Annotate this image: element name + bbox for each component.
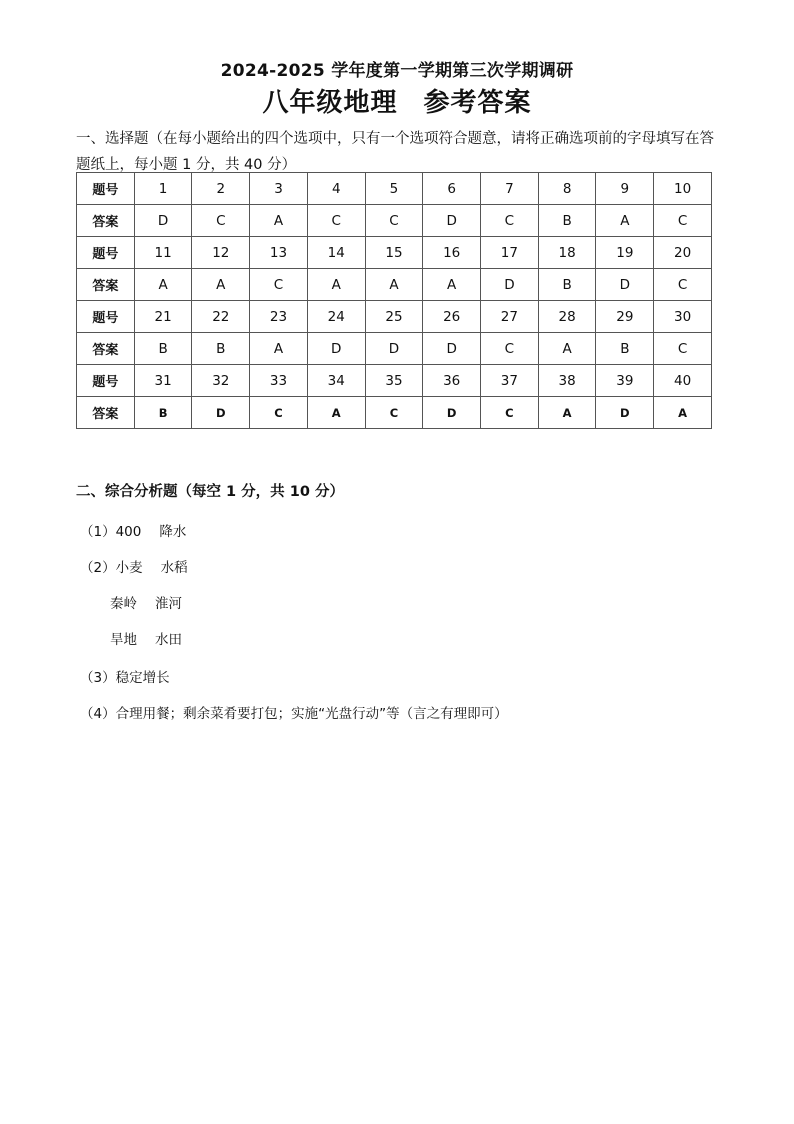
question-number-cell: 9	[596, 173, 654, 205]
answer-line-3	[110, 592, 182, 612]
answer-cell: B	[596, 333, 654, 365]
question-number-cell: 25	[365, 301, 423, 333]
question-number-cell: 6	[423, 173, 481, 205]
answer-cell: A	[192, 269, 250, 301]
question-number-cell: 23	[250, 301, 308, 333]
answer-cell: D	[423, 333, 481, 365]
question-number-cell: 1	[134, 173, 192, 205]
answer-cell: C	[250, 397, 308, 429]
question-number-cell: 15	[365, 237, 423, 269]
answer-line-5	[80, 666, 170, 686]
question-number-cell: 31	[134, 365, 192, 397]
question-number-cell: 24	[307, 301, 365, 333]
answer-cell: D	[596, 269, 654, 301]
question-number-cell: 2	[192, 173, 250, 205]
answer-label: （1）	[80, 524, 116, 540]
answer-cell: A	[538, 397, 596, 429]
row-label-question: 题号	[77, 237, 135, 269]
question-number-cell: 3	[250, 173, 308, 205]
answer-cell: A	[538, 333, 596, 365]
answer-label: （2）	[80, 560, 116, 576]
question-number-cell: 10	[654, 173, 712, 205]
question-number-cell: 28	[538, 301, 596, 333]
answer-cell: A	[654, 397, 712, 429]
question-number-cell: 20	[654, 237, 712, 269]
answer-line-2	[80, 556, 188, 576]
answer-part-a: 秦岭	[110, 596, 137, 612]
answer-part-b: 水田	[155, 632, 182, 648]
answer-label: （4）	[80, 706, 116, 722]
row-label-answer: 答案	[77, 269, 135, 301]
question-number-row	[77, 301, 712, 333]
answer-title-sub: 参考答案	[423, 88, 532, 118]
question-number-cell: 18	[538, 237, 596, 269]
answer-cell: D	[423, 397, 481, 429]
question-number-cell: 33	[250, 365, 308, 397]
answer-cell: D	[192, 397, 250, 429]
answer-cell: D	[134, 205, 192, 237]
answer-cell: B	[134, 333, 192, 365]
answer-cell: C	[365, 397, 423, 429]
answer-cell: A	[250, 333, 308, 365]
question-number-cell: 26	[423, 301, 481, 333]
question-number-cell: 34	[307, 365, 365, 397]
answer-part-a: 400	[115, 524, 142, 540]
answer-line-4	[110, 628, 182, 648]
answer-part-a: 合理用餐；剩余菜肴要打包；实施“光盘行动”等（言之有理即可）	[115, 706, 508, 722]
answer-cell: D	[365, 333, 423, 365]
question-number-cell: 40	[654, 365, 712, 397]
answer-title	[0, 82, 794, 119]
question-number-cell: 29	[596, 301, 654, 333]
answer-row	[77, 397, 712, 429]
answer-cell: C	[250, 269, 308, 301]
row-label-answer: 答案	[77, 397, 135, 429]
exam-title: 2024-2025 学年度第一学期第三次学期调研	[220, 61, 574, 81]
question-number-cell: 35	[365, 365, 423, 397]
question-number-cell: 19	[596, 237, 654, 269]
answer-cell: A	[307, 397, 365, 429]
question-number-cell: 8	[538, 173, 596, 205]
answer-part-b: 水稻	[160, 560, 188, 576]
question-number-cell: 4	[307, 173, 365, 205]
answer-cell: C	[654, 205, 712, 237]
answer-cell: C	[481, 333, 539, 365]
row-label-question: 题号	[77, 365, 135, 397]
answer-line-1	[80, 520, 186, 540]
answer-cell: C	[654, 333, 712, 365]
question-number-cell: 17	[481, 237, 539, 269]
question-number-row	[77, 173, 712, 205]
answer-cell: B	[538, 205, 596, 237]
row-label-question: 题号	[77, 173, 135, 205]
answer-cell: B	[538, 269, 596, 301]
answer-cell: A	[307, 269, 365, 301]
question-number-cell: 36	[423, 365, 481, 397]
answer-part-b: 降水	[159, 524, 187, 540]
question-number-cell: 12	[192, 237, 250, 269]
answer-cell: C	[481, 397, 539, 429]
answer-row	[77, 333, 712, 365]
question-number-cell: 7	[481, 173, 539, 205]
question-number-row	[77, 365, 712, 397]
answer-part-b: 淮河	[155, 596, 182, 612]
answer-table	[76, 172, 712, 429]
question-number-cell: 37	[481, 365, 539, 397]
question-number-cell: 16	[423, 237, 481, 269]
answer-row	[77, 205, 712, 237]
answer-label: （3）	[80, 670, 116, 686]
answer-title-subject: 八年级地理	[262, 88, 398, 118]
answer-row	[77, 269, 712, 301]
answer-cell: D	[423, 205, 481, 237]
answer-cell: B	[134, 397, 192, 429]
row-label-answer: 答案	[77, 205, 135, 237]
question-number-row	[77, 237, 712, 269]
answer-cell: A	[365, 269, 423, 301]
answer-cell: B	[192, 333, 250, 365]
answer-cell: C	[365, 205, 423, 237]
answer-cell: C	[192, 205, 250, 237]
answer-line-6	[80, 702, 508, 722]
question-number-cell: 30	[654, 301, 712, 333]
answer-part-a: 小麦	[115, 560, 143, 576]
section2-heading: 二、综合分析题（每空 1 分，共 10 分）	[76, 484, 344, 500]
answer-cell: D	[596, 397, 654, 429]
question-number-cell: 32	[192, 365, 250, 397]
answer-cell: C	[307, 205, 365, 237]
answer-cell: C	[654, 269, 712, 301]
question-number-cell: 39	[596, 365, 654, 397]
answer-cell: D	[481, 269, 539, 301]
answer-part-a: 稳定增长	[115, 670, 170, 686]
section1-heading: 一、选择题（在每小题给出的四个选项中，只有一个选项符合题意，请将正确选项前的字母填写在答题纸上，每小题 1 分，共 40 分）	[76, 131, 714, 173]
answer-cell: A	[423, 269, 481, 301]
answer-cell: A	[596, 205, 654, 237]
question-number-cell: 21	[134, 301, 192, 333]
row-label-answer: 答案	[77, 333, 135, 365]
question-number-cell: 38	[538, 365, 596, 397]
question-number-cell: 13	[250, 237, 308, 269]
question-number-cell: 5	[365, 173, 423, 205]
row-label-question: 题号	[77, 301, 135, 333]
answer-part-a: 旱地	[110, 632, 137, 648]
answer-cell: A	[250, 205, 308, 237]
question-number-cell: 11	[134, 237, 192, 269]
answer-cell: D	[307, 333, 365, 365]
question-number-cell: 27	[481, 301, 539, 333]
question-number-cell: 22	[192, 301, 250, 333]
answer-cell: A	[134, 269, 192, 301]
question-number-cell: 14	[307, 237, 365, 269]
answer-cell: C	[481, 205, 539, 237]
